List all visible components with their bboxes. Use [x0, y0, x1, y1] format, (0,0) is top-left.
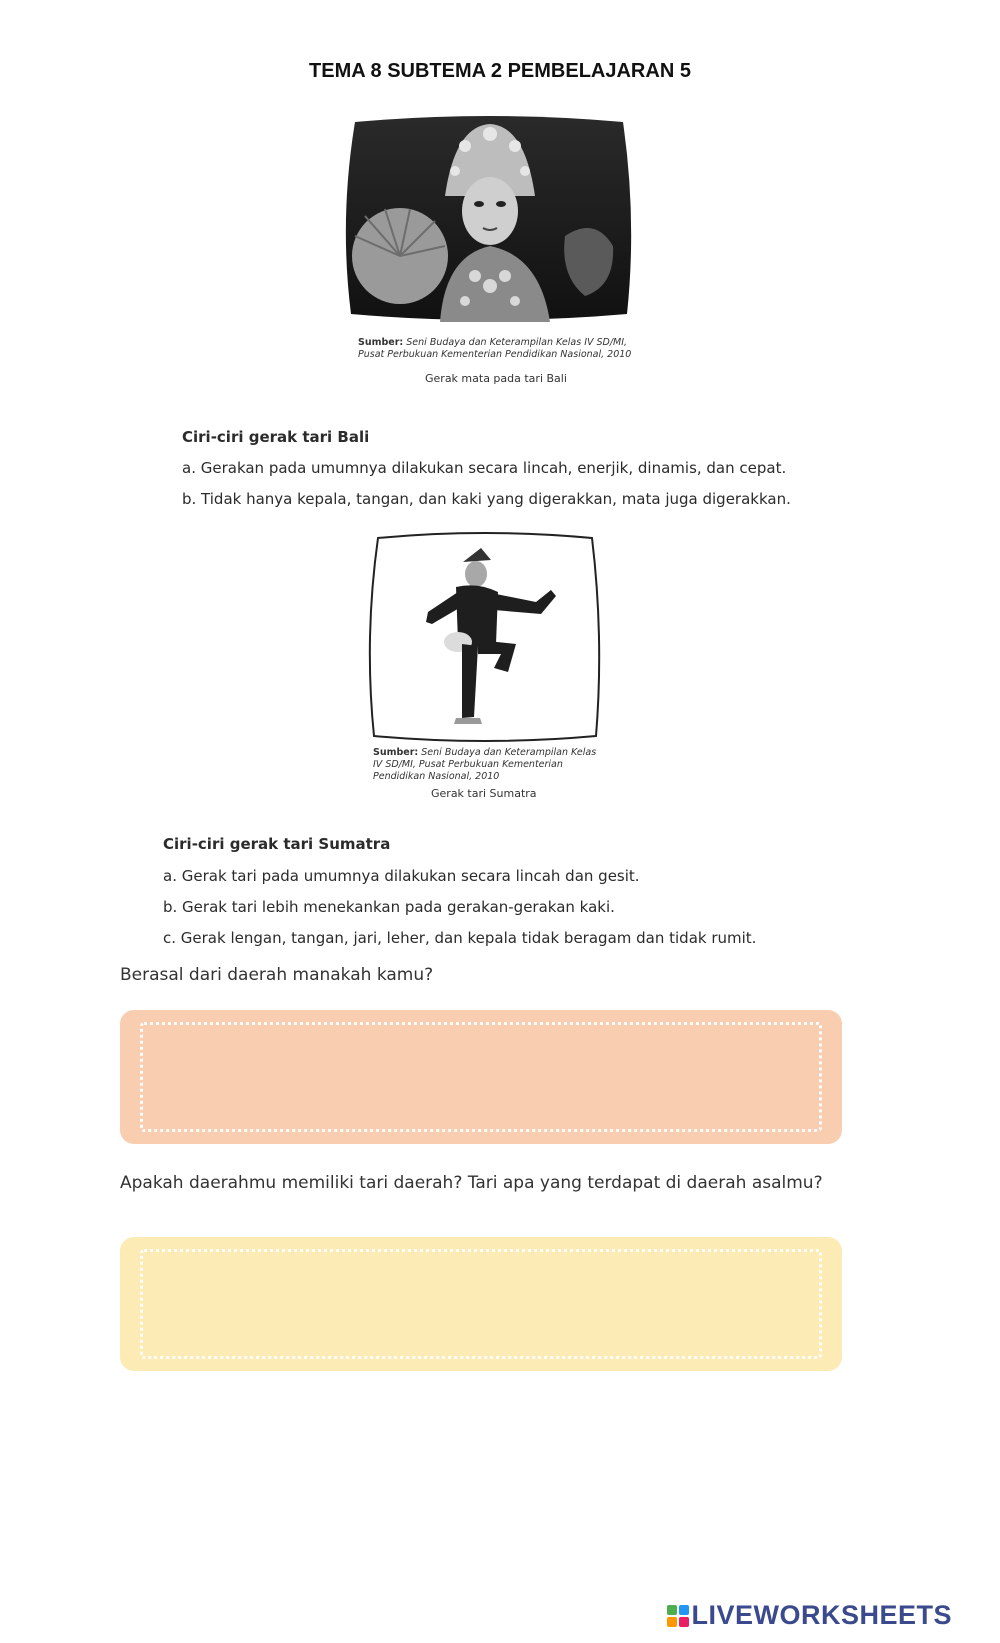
sumatra-photo-source: [373, 747, 633, 783]
source-text: Seni Budaya dan Keterampilan Kelas IV SD/MI,: [406, 337, 628, 348]
answer-box-2[interactable]: [120, 1237, 842, 1371]
bali-dancer-photo: [345, 116, 633, 322]
question-1: Berasal dari daerah manakah kamu?: [120, 965, 434, 985]
source-label: Sumber:: [373, 747, 419, 758]
bali-item-a: a. Gerakan pada umumnya dilakukan secara lincah, enerjik, dinamis, dan cepat.: [182, 459, 787, 477]
source-text: Seni Budaya dan Keterampilan Kelas: [421, 747, 597, 758]
sumatra-dancer-photo: [366, 532, 604, 744]
question-2: Apakah daerahmu memiliki tari daerah? Tari apa yang terdapat di daerah asalmu?: [120, 1173, 823, 1193]
sumatra-item-c: c. Gerak lengan, tangan, jari, leher, dan kepala tidak beragam dan tidak rumit.: [163, 929, 757, 947]
sumatra-item-a: a. Gerak tari pada umumnya dilakukan secara lincah dan gesit.: [163, 867, 640, 885]
bali-item-b: b. Tidak hanya kepala, tangan, dan kaki yang digerakkan, mata juga digerakkan.: [182, 490, 791, 508]
answer-box-1[interactable]: [120, 1010, 842, 1144]
answer-box-1-border: [140, 1022, 822, 1132]
page-title: TEMA 8 SUBTEMA 2 PEMBELAJARAN 5: [309, 60, 691, 82]
liveworksheets-logo-icon: [667, 1605, 689, 1627]
bali-photo-source: [358, 337, 678, 361]
source-text: IV SD/MI, Pusat Perbukuan Kementerian: [373, 759, 563, 770]
answer-box-2-border: [140, 1249, 822, 1359]
liveworksheets-logo: [667, 1600, 952, 1631]
liveworksheets-logo-text: LIVEWORKSHEETS: [691, 1600, 952, 1630]
sumatra-heading: Ciri-ciri gerak tari Sumatra: [163, 835, 391, 853]
source-text: Pusat Perbukuan Kementerian Pendidikan Nasional, 2010: [358, 349, 632, 360]
sumatra-photo-caption: Gerak tari Sumatra: [431, 787, 537, 800]
bali-photo-caption: Gerak mata pada tari Bali: [425, 372, 567, 385]
bali-heading: Ciri-ciri gerak tari Bali: [182, 428, 370, 446]
source-text: Pendidikan Nasional, 2010: [373, 771, 500, 782]
source-label: Sumber:: [358, 337, 404, 348]
sumatra-item-b: b. Gerak tari lebih menekankan pada gerakan-gerakan kaki.: [163, 898, 615, 916]
